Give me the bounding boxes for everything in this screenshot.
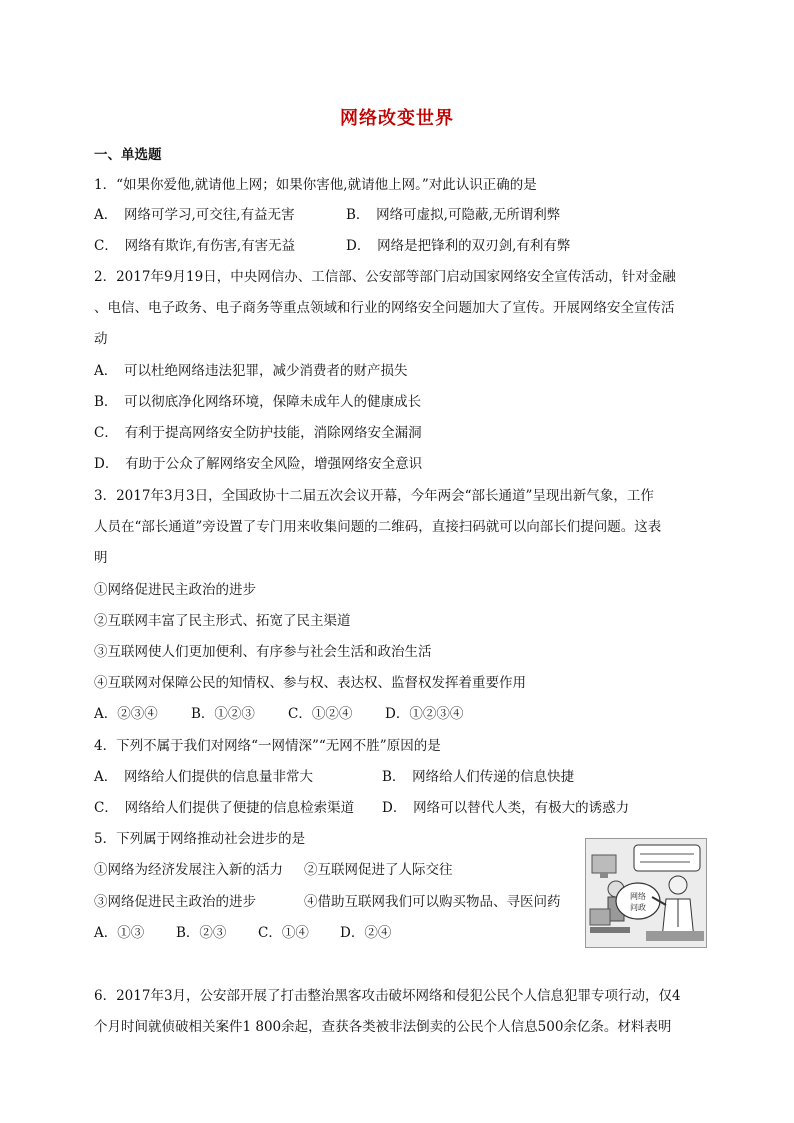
q5-option-c: C．①④ <box>258 925 309 941</box>
q4-option-c: C． 网络给人们提供了便捷的信息检索渠道 <box>94 800 355 816</box>
question-1-stem: 1．“如果你爱他,就请他上网；如果你害他,就请他上网。”对此认识正确的是 <box>94 177 537 193</box>
q5-statement-2: ②互联网促进了人际交往 <box>304 862 453 878</box>
section-heading: 一、单选题 <box>94 147 162 163</box>
q1-option-b: B． 网络可虚拟,可隐蔽,无所谓利弊 <box>346 207 561 223</box>
q2-option-c: C． 有利于提高网络安全防护技能，消除网络安全漏洞 <box>94 425 422 441</box>
cartoon-illustration <box>585 838 707 948</box>
q5-statement-4: ④借助互联网我们可以购买物品、寻医问药 <box>304 894 561 910</box>
q3-option-a: A．②③④ <box>94 706 158 722</box>
question-1-options-row2 <box>94 237 570 255</box>
q4-option-b: B． 网络给人们传递的信息快捷 <box>382 769 575 785</box>
q2-option-b: B． 可以彻底净化网络环境，保障未成年人的健康成长 <box>94 394 422 410</box>
q3-option-b: B．①②③ <box>191 706 255 722</box>
question-4-stem: 4．下列不属于我们对网络“一网情深”“无网不胜”原因的是 <box>94 738 441 754</box>
question-5-stem: 5．下列属于网络推动社会进步的是 <box>94 831 306 847</box>
q5-option-a: A．①③ <box>94 925 145 941</box>
cartoon-drawing <box>586 839 706 947</box>
q2-option-a: A． 可以杜绝网络违法犯罪，减少消费者的财产损失 <box>94 363 408 379</box>
question-3-stem-line1: 3．2017年3月3日，全国政协十二届五次会议开幕，今年两会“部长通道”呈现出新气象，工作 <box>94 488 654 504</box>
question-3-stem-line2: 人员在“部长通道”旁设置了专门用来收集问题的二维码，直接扫码就可以向部长们提问题。这表 <box>94 519 662 535</box>
question-2-stem-line2: 、电信、电子政务、电子商务等重点领域和行业的网络安全问题加大了宣传。开展网络安全宣传活 <box>94 300 675 316</box>
q3-option-c: C．①②④ <box>288 706 353 722</box>
q2-option-d: D． 有助于公众了解网络安全风险，增强网络安全意识 <box>94 456 423 472</box>
q3-statement-4: ④互联网对保障公民的知情权、参与权、表达权、监督权发挥着重要作用 <box>94 675 526 691</box>
q5-statement-3: ③网络促进民主政治的进步 <box>94 894 256 910</box>
q3-option-d: D．①②③④ <box>385 706 464 722</box>
question-6-stem-line2: 个月时间就侦破相关案件1 800余起，查获各类被非法倒卖的公民个人信息500余亿条。材料表明 <box>94 1019 672 1035</box>
question-2-stem-line1: 2．2017年9月19日，中央网信办、工信部、公安部等部门启动国家网络安全宣传活动，针对金融 <box>94 269 676 285</box>
question-5-options <box>94 924 391 942</box>
q1-option-a: A． 网络可学习,可交往,有益无害 <box>94 207 295 223</box>
q5-option-d: D．②④ <box>340 925 392 941</box>
question-1-options-row1 <box>94 206 560 224</box>
question-6-stem-line1: 6．2017年3月，公安部开展了打击整治黑客攻击破坏网络和侵犯公民个人信息犯罪专项行动，仅4 <box>94 988 681 1004</box>
q5-option-b: B．②③ <box>176 925 227 941</box>
q5-statement-1: ①网络为经济发展注入新的活力 <box>94 862 283 878</box>
q4-option-d: D． 网络可以替代人类，有极大的诱惑力 <box>382 800 630 816</box>
q4-option-a: A． 网络给人们提供的信息量非常大 <box>94 769 313 785</box>
svg-text:问政: 问政 <box>630 903 646 912</box>
q5-statements-row1 <box>94 861 453 879</box>
cartoon-bubble-text: 网络 <box>630 892 646 901</box>
question-3-options <box>94 705 463 723</box>
q3-statement-1: ①网络促进民主政治的进步 <box>94 582 256 598</box>
question-3-stem-line3: 明 <box>94 550 108 566</box>
q1-option-d: D． 网络是把锋利的双刃剑,有利有弊 <box>346 238 571 254</box>
q5-statements-row2 <box>94 893 561 911</box>
q3-statement-3: ③互联网使人们更加便利、有序参与社会生活和政治生活 <box>94 644 432 660</box>
question-4-options-row2 <box>94 799 629 817</box>
q1-option-c: C． 网络有欺诈,有伤害,有害无益 <box>94 238 296 254</box>
page-title: 网络改变世界 <box>340 108 454 129</box>
question-4-options-row1 <box>94 768 574 786</box>
q3-statement-2: ②互联网丰富了民主形式、拓宽了民主渠道 <box>94 613 351 629</box>
question-2-stem-line3: 动 <box>94 331 108 347</box>
